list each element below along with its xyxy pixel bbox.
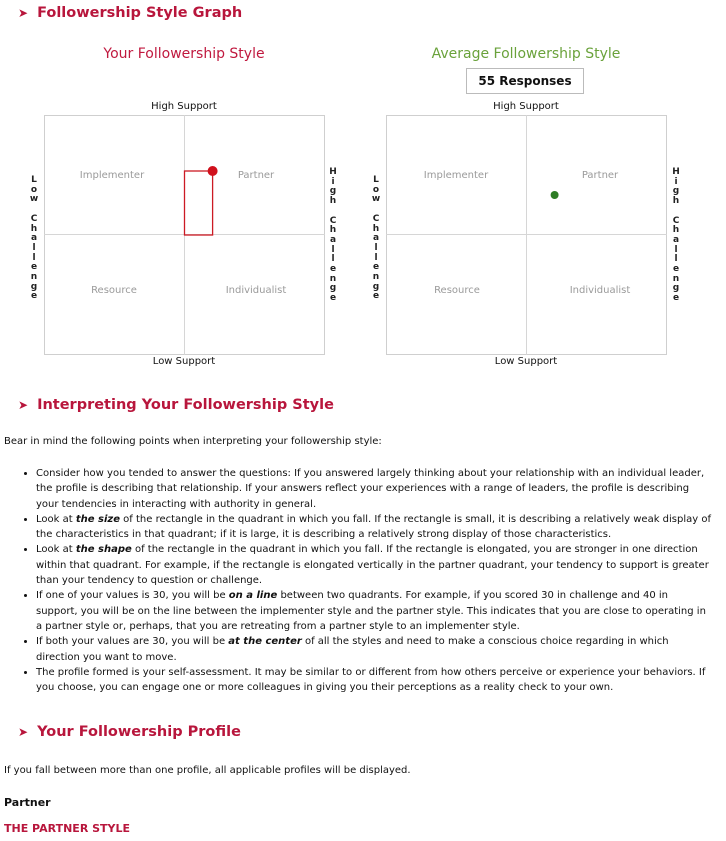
point-text: of the rectangle in the quadrant in which you fall. If the rectangle is elongated, you are stronger in one direction within that quadrant. For example, if the rectangle is elongated vertically in the partner quadrant, your tendency to support is greater than your tendency to question or challenge. [36,544,709,587]
axis-letter: n [672,273,680,284]
your-bottom-axis-label: Low Support [152,356,216,367]
your-right-axis-label [328,168,338,304]
average-style-title: Average Followership Style [431,46,621,62]
average-right-axis-label [671,168,681,304]
average-style-chart-svg [386,115,667,355]
axis-letter: l [374,242,378,253]
average-quadrant-individualist: Individualist [569,285,631,296]
interpretation-points [6,466,712,695]
your-quadrant-partner: Partner [237,170,275,181]
axis-letter: H [329,167,337,177]
axis-letter: o [372,184,380,195]
axis-letter: i [331,176,335,187]
axis-letter: n [372,272,380,283]
axis-letter: h [30,223,38,234]
axis-letter: e [372,262,380,273]
axis-letter: g [329,186,337,197]
your-style-chart-svg [44,115,325,355]
list-item [36,588,712,634]
axis-letter: w [371,194,381,205]
point-text: of the rectangle in the quadrant in which you fall. If the rectangle is small, it is describing a relatively weak display of the characteristics in that quadrant; if it is large, it is describing a relatively strong display of those characteristics. [36,513,711,541]
arrow-right-icon: ➤ [18,398,29,412]
axis-letter: w [29,194,39,205]
arrow-right-icon: ➤ [18,6,29,20]
axis-letter: h [372,223,380,234]
axis-letter: L [373,175,379,185]
point-text: of all the styles and need to make a conscious choice regarding in which direction you want to move. [36,636,669,663]
average-left-axis-label [371,176,381,302]
point-emphasis: the size [75,513,120,525]
axis-letter: g [672,283,680,294]
your-quadrant-implementer: Implementer [79,170,145,181]
axis-letter: g [672,186,680,197]
axis-letter: l [331,254,335,265]
graph-section-heading [18,5,242,21]
axis-letter: n [329,273,337,284]
axis-letter: C [372,213,380,224]
axis-letter: e [672,264,680,275]
axis-letter: e [30,262,38,273]
point-text: If one of your values is 30, you will be [36,590,229,602]
list-item [36,665,712,696]
your-left-axis-label [29,176,39,302]
axis-letter: h [672,196,680,207]
axis-letter: g [329,283,337,294]
your-style-point [208,166,218,176]
point-emphasis: the shape [75,544,132,556]
point-text: between two quadrants. For example, if you scored 30 in challenge and 40 in support, you will be on the line between the implementer style and the partner style. This indicates that you are close to operating in a partner style or, perhaps, that you are retreating from a partner style to an implementer style. [36,590,706,632]
average-style-point [551,191,559,199]
axis-letter: a [372,233,380,244]
point-emphasis: at the center [228,636,302,648]
average-style-chart [386,115,667,355]
list-item [36,542,712,588]
axis-letter: C [30,213,38,224]
axis-letter: n [30,272,38,283]
profile-note: If you fall between more than one profile, all applicable profiles will be displayed. [4,765,411,776]
profile-section-heading-text: Your Followership Profile [37,724,241,740]
axis-letter: o [30,184,38,195]
your-style-title: Your Followership Style [103,46,265,62]
axis-letter: g [372,281,380,292]
axis-letter: l [674,254,678,265]
point-text: If both your values are 30, you will be [36,636,229,648]
average-quadrant-partner: Partner [581,170,619,181]
axis-letter: l [331,244,335,255]
your-quadrant-resource: Resource [91,285,137,296]
arrow-right-icon: ➤ [18,725,29,739]
axis-letter: h [672,225,680,236]
axis-letter: L [31,175,37,185]
axis-letter: h [329,196,337,207]
profile-section-heading [18,724,241,740]
axis-letter: e [329,293,337,304]
graph-section-heading-text: Followership Style Graph [37,5,243,21]
your-top-axis-label: High Support [151,101,217,112]
point-text: Look at [36,513,76,525]
average-quadrant-resource: Resource [434,285,480,296]
axis-letter: a [672,234,680,245]
list-item [36,466,712,512]
axis-letter: l [32,252,36,263]
profile-name: Partner [4,796,51,809]
average-top-axis-label: High Support [493,101,559,112]
responses-count: 55 Responses [466,68,584,94]
list-item [36,634,712,665]
axis-letter: a [30,233,38,244]
axis-letter: h [329,225,337,236]
axis-letter: a [329,234,337,245]
average-bottom-axis-label: Low Support [494,356,558,367]
axis-letter: e [672,293,680,304]
axis-letter: l [32,242,36,253]
axis-letter: l [374,252,378,263]
point-text: Consider how you tended to answer the questions: If you answered largely thinking about your relationship with an individual leader, the profile is describing that relationship. If your answers reflect your experiences with a range of leaders, the profile is describing your tendencies in interacting with authority in general. [36,468,705,510]
your-quadrant-individualist: Individualist [225,285,287,296]
interpreting-section-heading [18,397,334,413]
style-name: THE PARTNER STYLE [4,822,131,835]
axis-letter: C [329,215,337,226]
axis-letter: H [672,167,680,177]
axis-letter: i [674,176,678,187]
axis-letter: l [674,244,678,255]
axis-letter: e [30,291,38,302]
interpreting-section-heading-text: Interpreting Your Followership Style [37,397,334,413]
list-item [36,512,712,543]
axis-letter: g [30,281,38,292]
axis-letter: C [672,215,680,226]
point-text: The profile formed is your self-assessment. It may be similar to or different from how others perceive or experience your behaviors. If you choose, you can engage one or more colleagues in giving you their perceptions as a reality check to your own. [36,666,706,694]
intro-text: Bear in mind the following points when interpreting your followership style: [4,436,382,447]
average-quadrant-implementer: Implementer [423,170,489,181]
point-text: Look at [36,544,76,556]
point-emphasis: on a line [228,590,278,602]
axis-letter: e [372,291,380,302]
axis-letter: e [329,264,337,275]
your-style-chart [44,115,325,355]
